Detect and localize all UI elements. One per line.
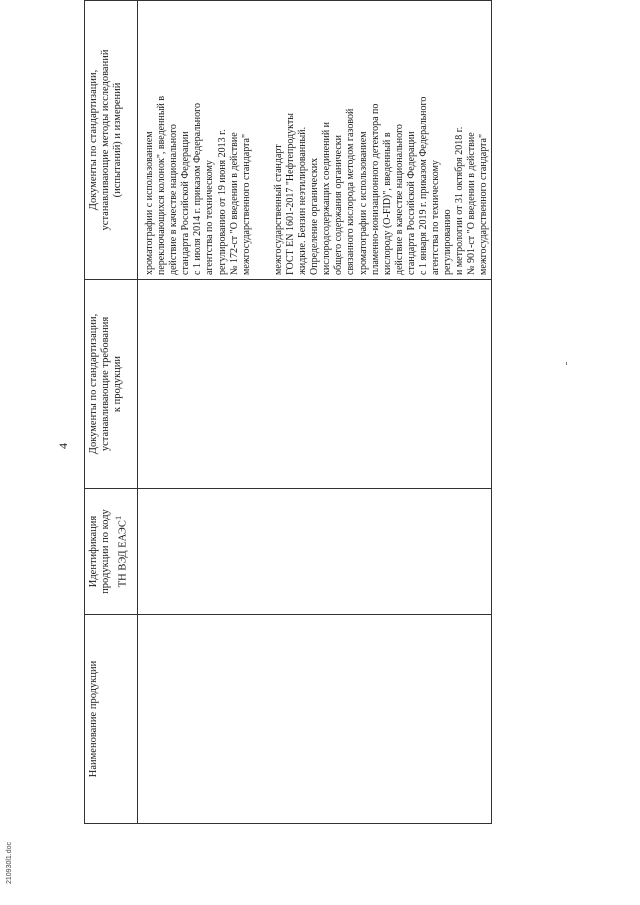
cell-product-requirement-docs: [138, 280, 492, 489]
method-text-line: действие в качестве национального: [168, 124, 180, 275]
header-product-name: [85, 615, 138, 824]
header-tn-ved-code: [85, 489, 138, 615]
method-text-line: с 1 июля 2014 г. приказом Федерального: [192, 103, 204, 275]
method-text-line: с 1 января 2019 г. приказом Федерального: [417, 96, 429, 275]
cell-tn-ved-code: [138, 489, 492, 615]
method-text-line: переключающихся колонок", введенный в: [156, 95, 168, 275]
method-standard-gost-en-1601: [267, 1, 491, 279]
method-text-line: кислородсодержащих соединений и: [321, 121, 333, 275]
method-text-line: стандарта Российской Федерации: [405, 131, 417, 275]
table-header-row: [85, 1, 138, 824]
method-text-line: агентства по техническому: [430, 160, 442, 275]
header-prod-docs-line1: Документы по стандартизации,: [88, 313, 99, 455]
header-code-line2: продукции по коду: [100, 509, 111, 594]
header-product-name-label: Наименование продукции: [88, 660, 99, 778]
header-product-requirement-docs: [85, 280, 138, 489]
method-standard-continuation: [138, 1, 253, 279]
method-text-line: хроматографии с использованием: [357, 131, 369, 275]
scan-mark: [566, 362, 567, 365]
method-text-line: жидкие. Бензин неэтилированный.: [297, 126, 309, 275]
cell-product-name: [138, 615, 492, 824]
method-text-line: действие в качестве национального: [393, 124, 405, 275]
method-text-line: регулированию от 19 июня 2013 г.: [216, 129, 228, 275]
method-text-line: Определение органических: [309, 157, 321, 275]
method-text-line: общего содержания органически: [333, 134, 345, 275]
table-row: [138, 1, 492, 824]
footer-file-code: 210930l1.doc: [6, 841, 13, 884]
header-prod-docs-line3: к продукции: [112, 355, 123, 413]
method-text-line: межгосударственного стандарта": [240, 133, 252, 275]
method-text-line: хроматографии с использованием: [144, 131, 155, 275]
method-text-line: агентства по техническому: [204, 160, 216, 275]
method-text-line: и метрологии от 31 октября 2018 г.: [454, 126, 466, 275]
header-code-line3: ТН ВЭД ЕАЭС: [117, 520, 129, 588]
method-text-line: № 172-ст "О введении в действие: [228, 132, 240, 275]
method-text-line: межгосударственный стандарт: [272, 144, 284, 275]
method-text-line: стандарта Российской Федерации: [180, 131, 192, 275]
header-meth-docs-line1: Документы по стандартизации,: [88, 69, 99, 211]
method-text-line: № 901-ст "О введении в действие: [466, 132, 478, 275]
header-prod-docs-line2: устанавливающие требования: [100, 316, 111, 452]
standards-table: [84, 0, 492, 824]
method-text-line: пламенно-ионизационного детектора по: [369, 103, 381, 275]
method-text-line: ГОСТ EN 1601-2017 "Нефтепродукты: [284, 113, 296, 275]
method-text-line: связанного кислорода методом газовой: [345, 108, 357, 275]
page-number: 4: [56, 443, 70, 449]
header-meth-docs-line3: (испытаний) и измерений: [112, 82, 123, 198]
method-text-line: регулированию: [442, 209, 454, 275]
header-code-footnote-mark: 1: [113, 515, 123, 521]
cell-test-method-docs: [138, 1, 492, 280]
header-code-line1: Идентификация: [88, 515, 99, 588]
method-text-line: кислороду (O-FID)", введенный в: [381, 132, 393, 275]
method-text-line: межгосударственного стандарта": [478, 133, 490, 275]
header-meth-docs-line2: устанавливающие методы исследований: [100, 49, 111, 231]
header-test-method-docs: [85, 1, 138, 280]
